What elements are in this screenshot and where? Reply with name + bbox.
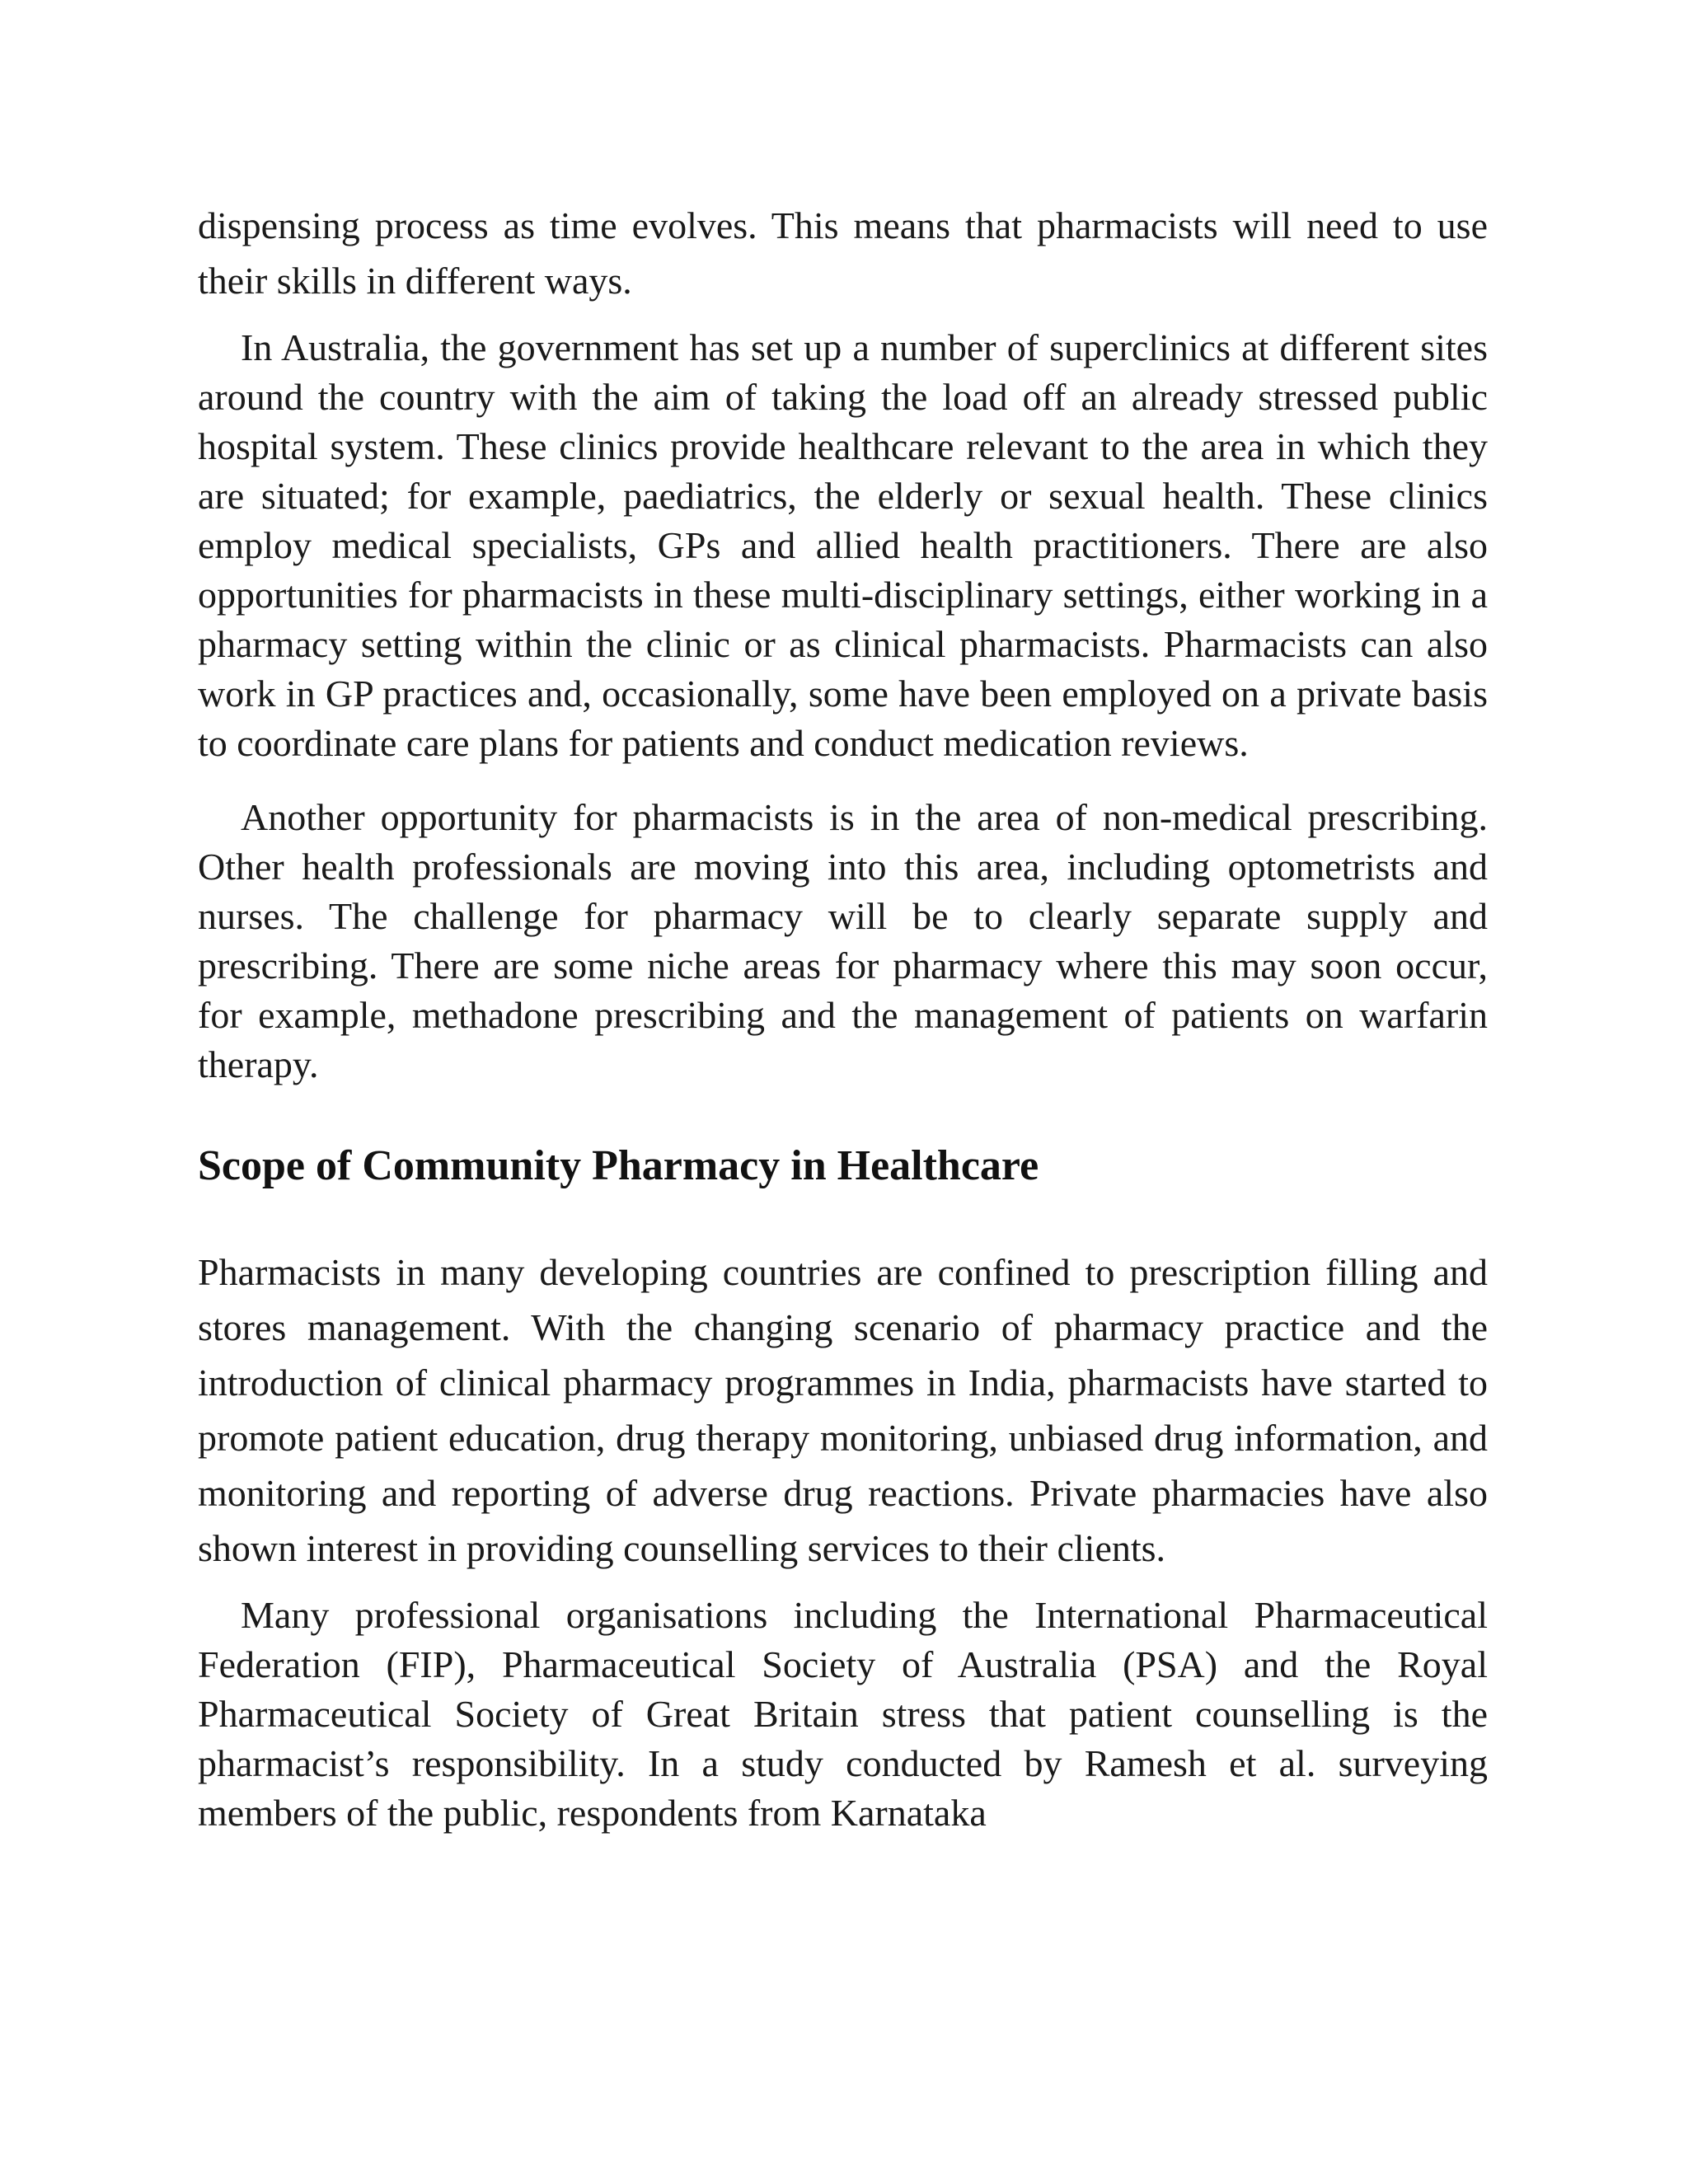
paragraph-superclinics: In Australia, the government has set up a number of superclinics at different sites around the country with the aim of taking the load off an already stressed public hospital system. These clinics provide healthcare relevant to the area in which they are situated; for example, paediatrics, the elderly or sexual health. These clinics employ medical specialists, GPs and allied health practitioners. There are also opportunities for pharmacists in these multi-disciplinary settings, either working in a pharmacy setting within the clinic or as clinical pharmacists. Pharmacists can also work in GP practices and, occasionally, some have been employed on a private basis to coordinate care plans for patients and conduct medication reviews. [198,326,1488,764]
section-heading: Scope of Community Pharmacy in Healthcare [198,1142,1039,1189]
paragraph-continuation: dispensing process as time evolves. This means that pharmacists will need to use their skills in different ways. [198,204,1488,302]
paragraph-professional-organisations: Many professional organisations including the International Pharmaceutical Federation (FIP), Pharmaceutical Society of Australia (PSA) and the Royal Pharmaceutical Society of Great Britain stress that patient counselling is the pharmacist’s responsibility. In a study conducted by Ramesh et al. surveying members of the public, respondents from Karnataka [198,1594,1488,1834]
paragraph-prescribing: Another opportunity for pharmacists is in the area of non-medical prescribing. Other health professionals are moving into this area, including optometrists and nurses. The challenge for pharmacy will be to clearly separate supply and prescribing. There are some niche areas for pharmacy where this may soon occur, for example, methadone prescribing and the management of patients on warfarin therapy. [198,796,1488,1085]
document-page [198,198,1488,1838]
paragraph-developing-countries: Pharmacists in many developing countries are confined to prescription filling and stores management. With the changing scenario of pharmacy practice and the introduction of clinical pharmacy programmes in India, pharmacists have started to promote patient education, drug therapy monitoring, unbiased drug information, and monitoring and reporting of adverse drug reactions. Private pharmacies have also shown interest in providing counselling services to their clients. [198,1251,1488,1569]
